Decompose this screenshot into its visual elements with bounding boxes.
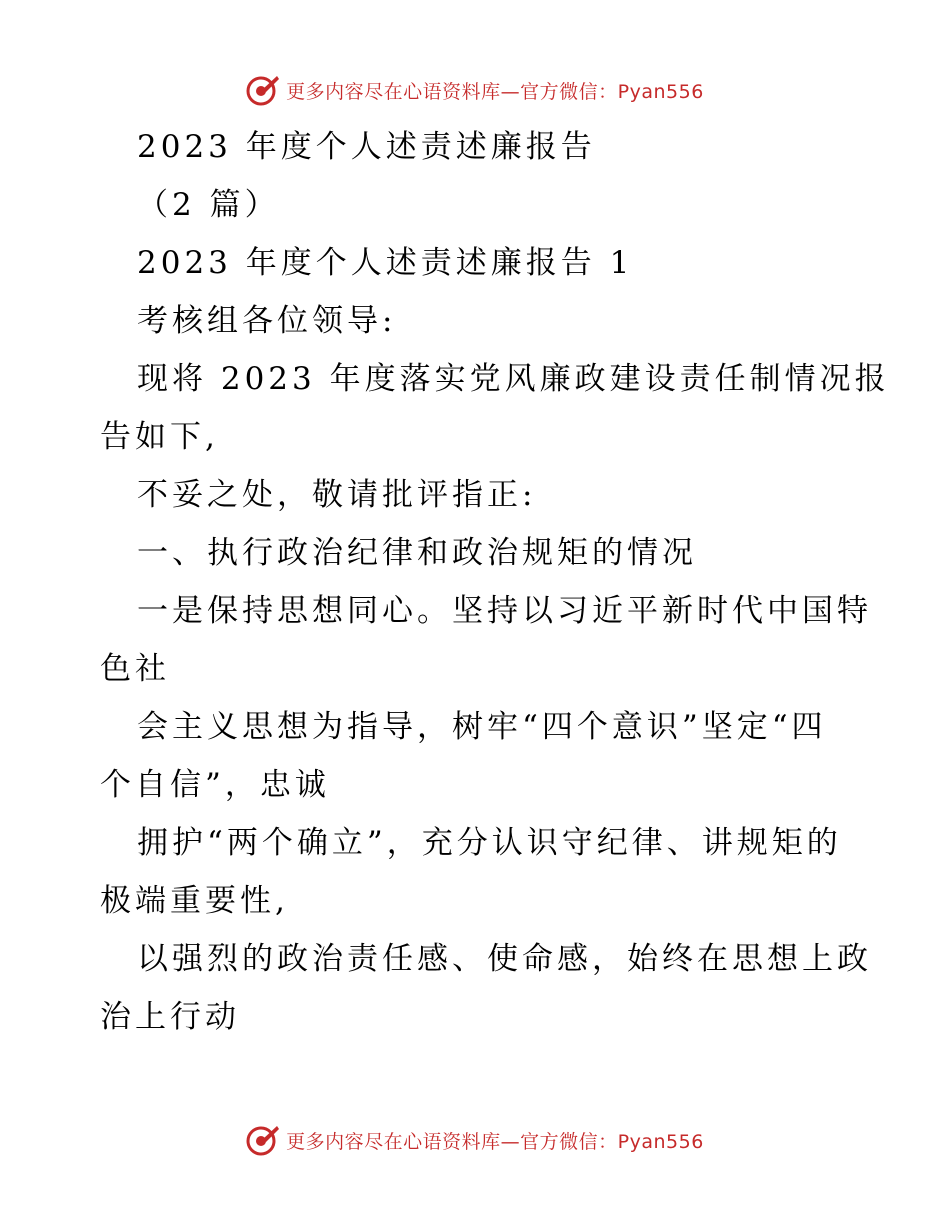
paragraph-line: 拥护“两个确立”，充分认识守纪律、讲规矩的: [137, 825, 842, 861]
paragraph-line: 告如下,: [100, 419, 219, 455]
paragraph-line: 以强烈的政治责任感、使命感，始终在思想上政: [137, 941, 872, 977]
section-heading: 2023 年度个人述责述廉报告 1: [137, 245, 634, 281]
watermark-text: 更多内容尽在心语资料库—官方微信：Pyan556: [286, 1130, 704, 1153]
pen-logo-icon: [246, 73, 280, 107]
pen-logo-icon: [246, 1123, 280, 1157]
paragraph-line: 现将 2023 年度落实党风廉政建设责任制情况报: [137, 361, 890, 397]
paragraph-line: 一是保持思想同心。坚持以习近平新时代中国特: [137, 593, 872, 629]
subsection-heading: 一、执行政治纪律和政治规矩的情况: [137, 535, 697, 571]
header-watermark: [0, 70, 950, 110]
paragraph-line: 不妥之处，敬请批评指正:: [137, 477, 537, 513]
footer-watermark: [0, 1120, 950, 1160]
salutation: 考核组各位领导:: [137, 303, 397, 339]
document-title: 2023 年度个人述责述廉报告: [137, 129, 596, 165]
document-subtitle: （2 篇）: [137, 187, 280, 223]
paragraph-line: 个自信”，忠诚: [100, 767, 330, 803]
paragraph-line: 极端重要性,: [100, 883, 289, 919]
paragraph-line: 色社: [100, 651, 170, 687]
watermark-text: 更多内容尽在心语资料库—官方微信：Pyan556: [286, 80, 704, 103]
paragraph-line: 会主义思想为指导，树牢“四个意识”坚定“四: [137, 709, 827, 745]
paragraph-line: 治上行动: [100, 999, 240, 1035]
